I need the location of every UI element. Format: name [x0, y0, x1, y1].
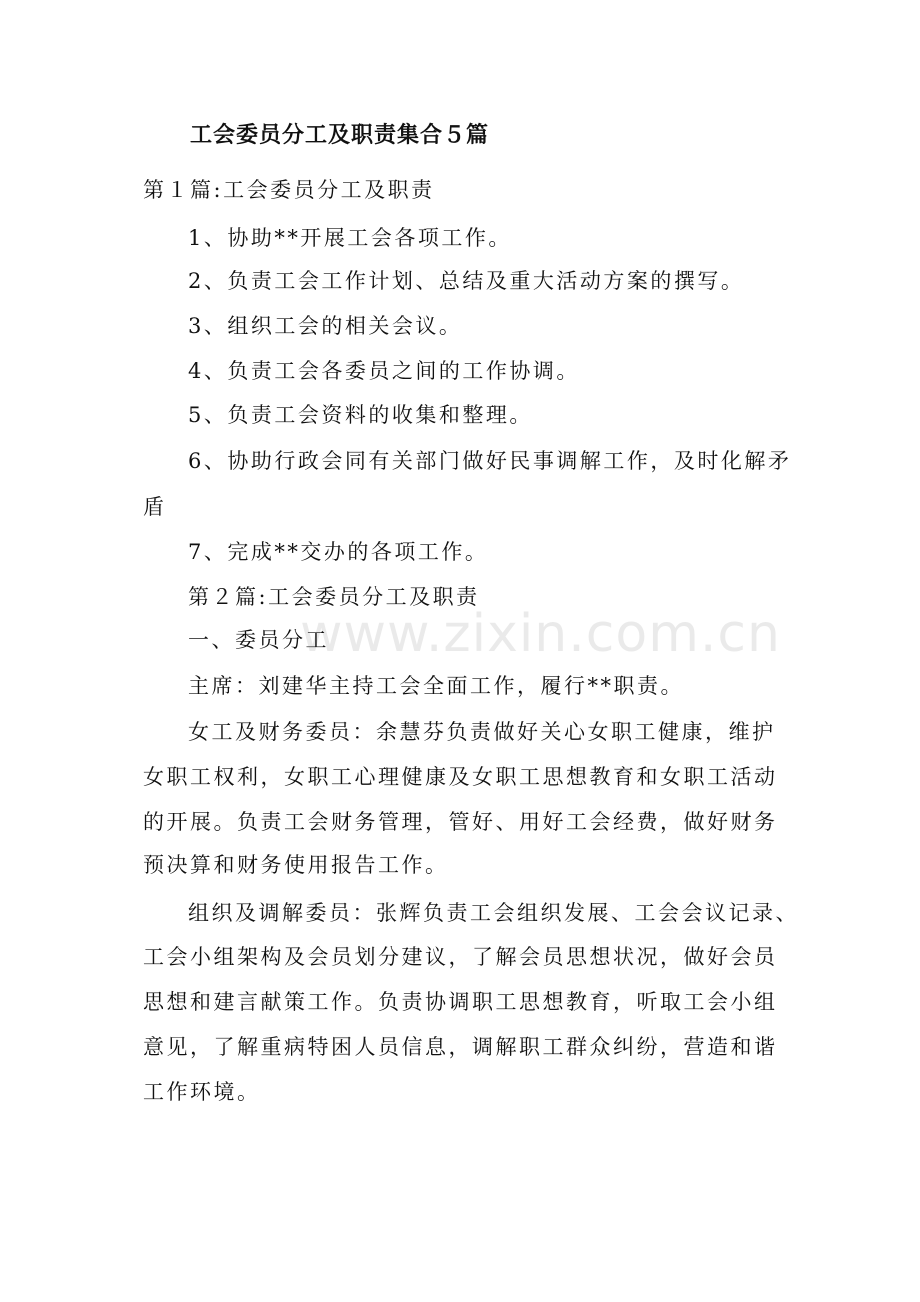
document-title: 工会委员分工及职责集合５篇: [190, 123, 490, 148]
section-heading-2: 第２篇:工会委员分工及职责: [188, 585, 480, 609]
paragraph-line: 的开展。负责工会财务管理，管好、用好工会经费，做好财务: [143, 810, 778, 834]
paragraph-line: 工作环境。: [143, 1080, 261, 1104]
paragraph-line: 5、负责工会资料的收集和整理。: [188, 403, 533, 427]
paragraph-line: 主席：刘建华主持工会全面工作，履行**职责。: [188, 674, 684, 698]
watermark: www.zixin.com.cn: [300, 604, 781, 664]
paragraph-line: 盾: [143, 495, 167, 519]
paragraph-line: 2、负责工会工作计划、总结及重大活动方案的撰写。: [188, 269, 745, 293]
paragraph-line: 意见，了解重病特困人员信息，调解职工群众纠纷，营造和谐: [143, 1035, 778, 1059]
paragraph-line: 预决算和财务使用报告工作。: [143, 853, 449, 877]
paragraph-line: 一、委员分工: [188, 628, 329, 652]
section-heading-1: 第１篇:工会委员分工及职责: [143, 178, 435, 202]
paragraph-line: 3、组织工会的相关会议。: [188, 314, 463, 338]
paragraph-line: 6、协助行政会同有关部门做好民事调解工作，及时化解矛: [188, 449, 792, 473]
paragraph-line: 工会小组架构及会员划分建议，了解会员思想状况，做好会员: [143, 945, 778, 969]
paragraph-line: 1、协助**开展工会各项工作。: [188, 226, 512, 250]
paragraph-line: 思想和建言献策工作。负责协调职工思想教育，听取工会小组: [143, 990, 778, 1014]
paragraph-line: 女职工权利，女职工心理健康及女职工思想教育和女职工活动: [143, 765, 778, 789]
paragraph-line: 7、完成**交办的各项工作。: [188, 540, 489, 564]
paragraph-line: 4、负责工会各委员之间的工作协调。: [188, 359, 580, 383]
paragraph-line: 女工及财务委员：余慧芬负责做好关心女职工健康，维护: [188, 720, 776, 744]
paragraph-line: 组织及调解委员：张辉负责工会组织发展、工会会议记录、: [188, 901, 799, 925]
